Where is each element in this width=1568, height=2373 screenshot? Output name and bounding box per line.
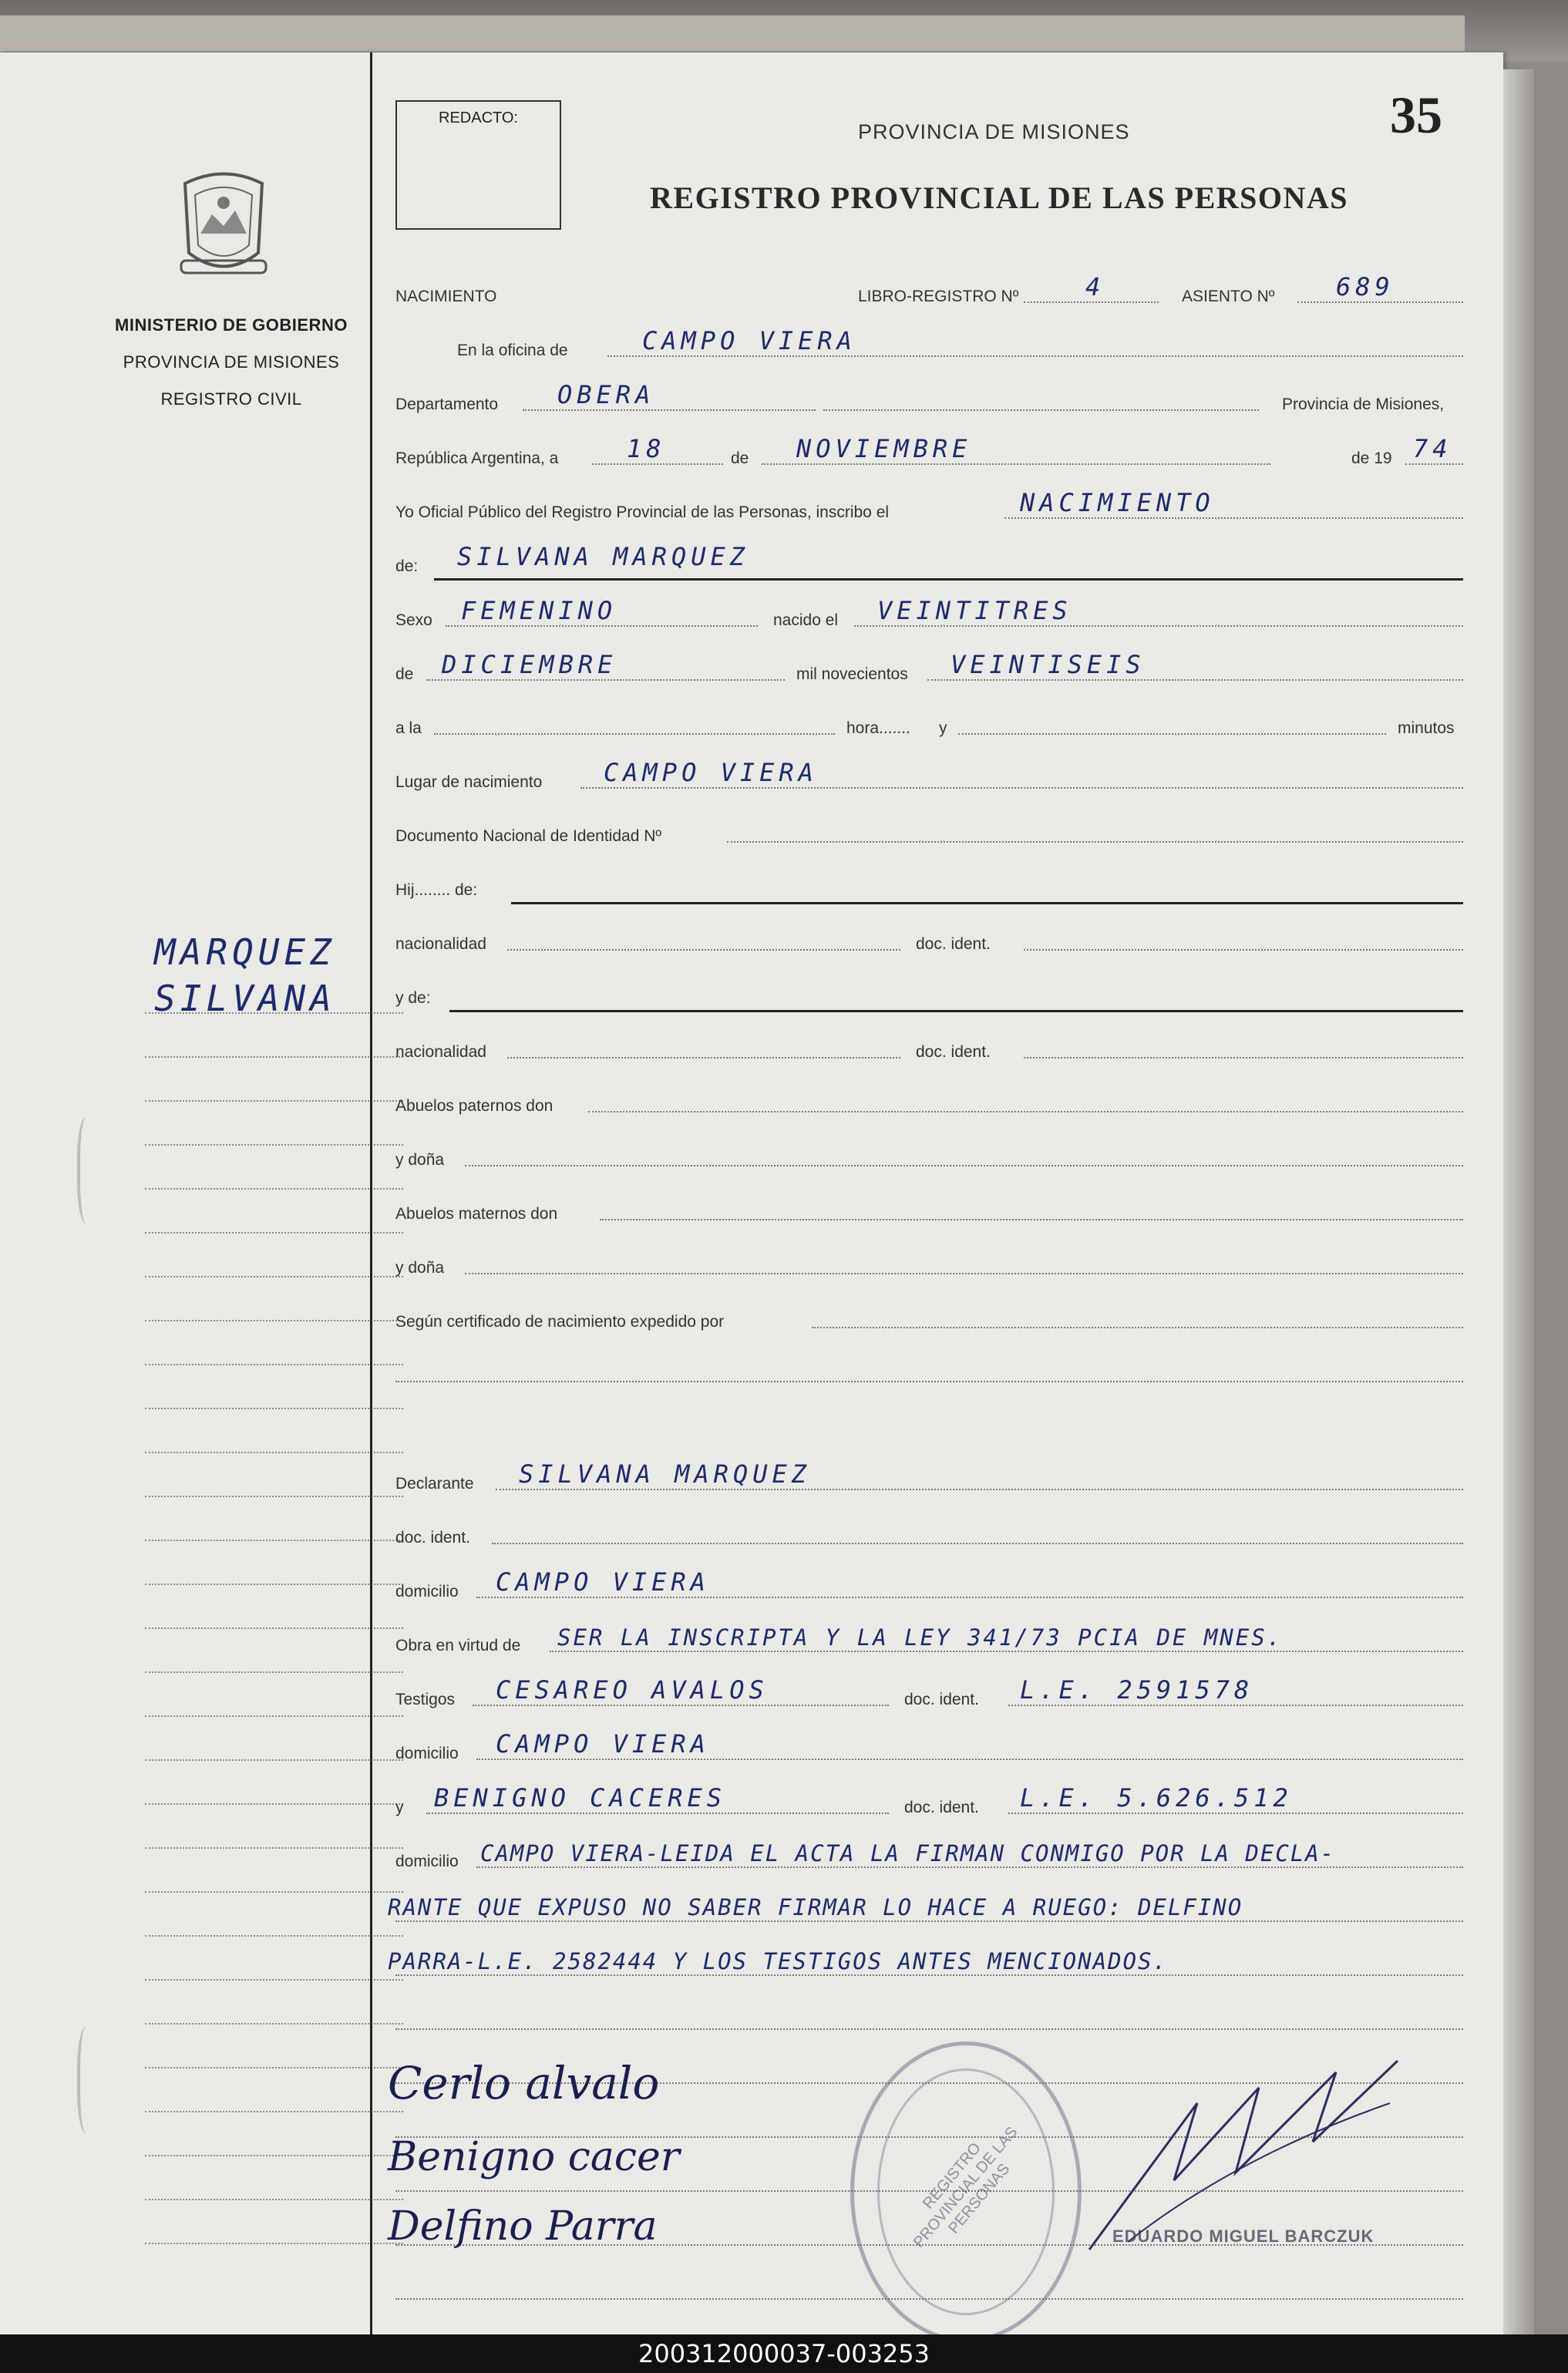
label-abuelos-paternos: Abuelos paternos don [395,1097,554,1115]
sidebar-line [145,1893,403,1937]
row-declarante [395,1452,1463,1498]
label-segun: Según certificado de nacimiento expedido por [395,1313,725,1331]
label-de-19: de 19 [1351,449,1392,467]
value-anio: 74 [1413,434,1452,463]
provincial-seal-icon [173,168,274,284]
value-testigo1-doc: L.E. 2591578 [1020,1675,1254,1705]
label-nacimiento: NACIMIENTO [395,288,497,305]
label-mil-novecientos: mil novecientos [796,665,908,683]
label-declarante: Declarante [395,1475,474,1493]
row-dni [395,804,1463,850]
row-hijo [395,858,1463,904]
label-de: de [731,449,749,467]
label-domicilio: domicilio [395,1853,459,1870]
label-nacionalidad: nacionalidad [395,935,486,953]
row-continuation1 [388,1883,1463,1930]
registration-form [370,52,1480,2334]
label-yo-oficial: Yo Oficial Público del Registro Provincial de las Personas, inscribo el [395,503,890,521]
value-domicilio-testigo1: CAMPO VIERA [496,1729,710,1759]
value-libro: 4 [1085,272,1105,301]
value-testigo2-doc: L.E. 5.626.512 [1020,1783,1293,1813]
row-testigo2 [395,1776,1463,1822]
label-de-mes: de [395,665,414,683]
value-domicilio-declarante: CAMPO VIERA [496,1567,710,1597]
sidebar-line [145,1321,403,1365]
sidebar-line [145,1585,403,1629]
value-domicilio-testigo2: CAMPO VIERA-LEIDA EL ACTA LA FIRMAN CONMIGO POR LA DECLA- [480,1840,1336,1866]
page-number: 35 [1390,86,1442,144]
sidebar-lines [145,970,403,2244]
sidebar-line [145,1277,403,1321]
label-doc-ident: doc. ident. [395,1529,470,1547]
value-nombre: SILVANA MARQUEZ [457,542,749,571]
image-id-footer: 200312000037-003253 [0,2334,1568,2373]
row-inscribo [395,480,1463,527]
sidebar-line [145,1453,403,1497]
ministry-title: MINISTERIO DE GOBIERNO [115,315,348,335]
sidebar-line [145,1234,403,1277]
sidebar-surname: MARQUEZ [154,931,336,973]
label-libro: LIBRO-REGISTRO Nº [858,288,1019,305]
binding-hole [77,1116,100,1224]
row-mes-anio [395,642,1463,688]
row-testigo2-domicilio [395,1829,1463,1876]
label-dni: Documento Nacional de Identidad Nº [395,827,662,845]
sidebar-line [145,1717,403,1761]
sidebar-line [145,2156,403,2200]
registry-stamp [850,2041,1082,2342]
label-nacido: nacido el [773,611,839,629]
label-doc-ident: doc. ident. [904,1799,979,1816]
sidebar-line [145,1981,403,2025]
value-continuation2: PARRA-L.E. 2582444 Y LOS TESTIGOS ANTES MENCIONADOS. [388,1948,1168,1974]
officer-name: EDUARDO MIGUEL BARCZUK [1112,2227,1375,2246]
value-anio-nac: VEINTISEIS [951,650,1146,679]
sidebar-line [145,1629,403,1673]
sidebar-line [145,2112,403,2156]
value-testigo1: CESAREO AVALOS [496,1675,769,1705]
label-a-la: a la [395,719,422,737]
register-page [0,52,1503,2334]
sidebar-line [145,1937,403,1981]
label-y-dona: y doña [395,1151,445,1169]
value-obra: SER LA INSCRIPTA Y LA LEY 341/73 PCIA DE MNES. [557,1624,1284,1651]
sidebar-line [145,1058,403,1102]
label-y: y [939,719,947,737]
label-doc-ident: doc. ident. [916,1043,991,1061]
value-lugar: CAMPO VIERA [604,758,818,787]
sidebar-line [145,1541,403,1585]
row-sexo [395,588,1463,634]
row-abuela-materna [395,1236,1463,1282]
label-doc-ident: doc. ident. [916,935,991,953]
row-nombre [395,534,1463,581]
label-testigos: Testigos [395,1691,456,1708]
province-name: PROVINCIA DE MISIONES [123,352,340,372]
row-obra [395,1614,1463,1660]
label-provincia: Provincia de Misiones, [1282,396,1445,413]
label-oficina: En la oficina de [457,342,568,359]
label-hora: hora....... [846,719,910,737]
value-dia: 18 [627,434,666,463]
sidebar-line [145,2025,403,2068]
row-continuation2 [388,1937,1463,1984]
row-declarante-doc [395,1506,1463,1552]
redacto-box: REDACTO: [395,100,561,230]
sidebar-line [145,1365,403,1409]
row-declarante-domicilio [395,1560,1463,1606]
stamp-text: REGISTRO PROVINCIAL DE LAS PERSONAS [910,2123,1021,2251]
label-lugar: Lugar de nacimiento [395,773,543,791]
sidebar-line [145,1849,403,1893]
row-nacionalidad-madre [395,1020,1463,1066]
value-asiento: 689 [1336,272,1395,301]
row-hora [395,696,1463,742]
value-testigo2: BENIGNO CACERES [434,1783,726,1813]
label-minutos: minutos [1398,719,1455,737]
binding-hole [77,2026,100,2134]
label-obra: Obra en virtud de [395,1637,521,1654]
registry-name: REGISTRO CIVIL [160,389,302,409]
row-lugar [395,750,1463,796]
row-testigo1-domicilio [395,1722,1463,1768]
label-doc-ident: doc. ident. [904,1691,979,1708]
sidebar-line [145,2200,403,2244]
value-nacido: VEINTITRES [877,596,1072,625]
registry-title: REGISTRO PROVINCIAL DE LAS PERSONAS [650,180,1349,215]
row-abuela-paterna [395,1128,1463,1174]
label-republica: República Argentina, a [395,449,559,467]
value-mes: NOVIEMBRE [796,434,972,463]
row-abuelos-paternos [395,1074,1463,1120]
sidebar-line [145,1014,403,1058]
value-departamento: OBERA [557,380,655,409]
value-continuation1: RANTE QUE EXPUSO NO SABER FIRMAR LO HACE A RUEGO: DELFINO [388,1894,1243,1920]
value-mes-nac: DICIEMBRE [442,650,617,679]
row-nacionalidad-padre [395,912,1463,958]
sidebar-line [145,1805,403,1849]
sidebar-line [145,1102,403,1146]
row-y-de [395,966,1463,1012]
label-y-de: y de: [395,989,431,1007]
sidebar-line [145,1673,403,1717]
sidebar-line [145,2068,403,2112]
label-hijo: Hij........ de: [395,881,478,899]
label-y-testigo: y [395,1799,404,1816]
label-departamento: Departamento [395,396,499,413]
signature-testigo2: Benigno cacer [388,2134,680,2180]
page-edge [1503,69,1534,2336]
sidebar [46,52,362,2334]
value-sexo: FEMENINO [461,596,617,625]
signature-ruego: Delfino Parra [388,2203,658,2250]
label-domicilio: domicilio [395,1745,459,1762]
sidebar-line [145,1497,403,1541]
signature-testigo1: Cerlo alvalo [388,2057,660,2109]
value-oficina: CAMPO VIERA [642,326,856,355]
row-blank [395,1991,1463,2038]
sidebar-line [145,1409,403,1453]
row-libro [395,264,1463,311]
row-testigo1 [395,1668,1463,1714]
label-nacionalidad: nacionalidad [395,1043,486,1061]
row-fecha [395,426,1463,473]
row-oficina [395,318,1463,365]
sidebar-given-name: SILVANA [154,978,336,1019]
value-declarante: SILVANA MARQUEZ [519,1459,811,1489]
label-sexo: Sexo [395,611,432,629]
row-departamento [395,372,1463,419]
binding-edge [0,15,1465,54]
row-abuelos-maternos [395,1182,1463,1228]
row-segun [395,1290,1463,1336]
sidebar-line [145,1190,403,1234]
value-inscribo: NACIMIENTO [1020,488,1215,517]
label-asiento: ASIENTO Nº [1182,288,1275,305]
label-de-nombre: de: [395,557,419,575]
sidebar-line [145,1146,403,1190]
label-domicilio: domicilio [395,1583,459,1601]
row-segun-blank [395,1344,1463,1390]
province-header: PROVINCIA DE MISIONES [858,120,1130,143]
ministry-block [100,307,362,418]
sidebar-line [145,1761,403,1805]
label-abuelos-maternos: Abuelos maternos don [395,1205,558,1223]
label-y-dona: y doña [395,1259,445,1277]
